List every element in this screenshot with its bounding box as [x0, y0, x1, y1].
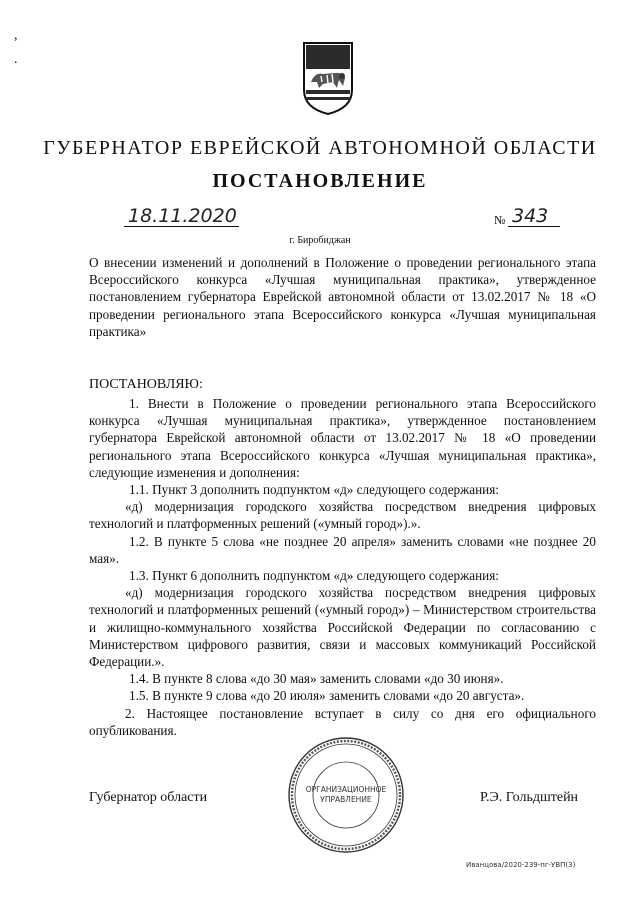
stamp-center-line1: ОРГАНИЗАЦИОННОЕ	[305, 785, 387, 794]
number-label: №	[494, 213, 506, 227]
date-underline	[124, 226, 239, 227]
footer-code: Иванцова/2020-239-пг-УВП(3)	[466, 861, 576, 869]
signatory-name: Р.Э. Гольдштейн	[480, 790, 579, 805]
margin-mark: ,	[14, 28, 18, 43]
coat-of-arms-emblem	[301, 40, 355, 116]
decree-word: ПОСТАНОВЛЯЮ:	[89, 377, 203, 392]
margin-mark: .	[14, 52, 18, 67]
document-title	[89, 254, 596, 340]
number-underline	[508, 226, 560, 227]
paragraph-1: 1. Внести в Положение о проведении регионального этапа Всероссийского конкурса «Лучшая муниципальная практика», утвержденное постановлением губернатора Еврейской автономной области от 13.02.2017 № 18 «О проведении регионального этапа Всероссийского конкурса «Лучшая муниципальная практика», следующие изменения и дополнения:	[89, 396, 596, 480]
paragraph-1-4: 1.4. В пункте 8 слова «до 30 мая» заменить словами «до 30 июня».	[129, 671, 504, 687]
title-text: О внесении изменений и дополнений в Положение о проведении регионального этапа Всероссийского конкурса «Лучшая муниципальная практика», утвержденное постановлением губернатора Еврейской автономной области от 13.02.2017 № 18 «О проведении регионального этапа Всероссийского конкурса «Лучшая муниципальная практика»	[89, 255, 596, 339]
paragraph-2: 2. Настоящее постановление вступает в силу со дня его официального опубликования.	[89, 705, 596, 738]
paragraph-1-3: 1.3. Пункт 6 дополнить подпунктом «д» следующего содержания:	[129, 568, 499, 584]
official-stamp	[286, 735, 406, 855]
document-type-heading: ПОСТАНОВЛЕНИЕ	[212, 170, 428, 192]
document-number: 343	[512, 205, 549, 227]
document-date: 18.11.2020	[128, 205, 237, 227]
paragraph-1-3-text: «д) модернизация городского хозяйства посредством внедрения цифровых технологий и платформенных решений («умный город») – Министерством строительства и жилищно-коммунального хозяйства Российской Федерации по согласованию с Министерством цифрового развития, связи и массовых коммуникаций Российской Федерации.».	[89, 585, 596, 670]
paragraph-1-2: 1.2. В пункте 5 слова «не позднее 20 апреля» заменить словами «не позднее 20 мая».	[89, 533, 596, 566]
document-body	[89, 395, 596, 739]
authority-heading: ГУБЕРНАТОР ЕВРЕЙСКОЙ АВТОНОМНОЙ ОБЛАСТИ	[43, 137, 597, 159]
stamp-center-line2: УПРАВЛЕНИЕ	[320, 795, 372, 804]
paragraph-1-1-text: «д) модернизация городского хозяйства посредством внедрения цифровых технологий и платформенных решений («умный город»).».	[89, 499, 596, 532]
paragraph-1-5: 1.5. В пункте 9 слова «до 20 июля» заменить словами «до 20 августа».	[129, 688, 525, 704]
city-label: г. Биробиджан	[289, 235, 351, 246]
signatory-position: Губернатор области	[89, 790, 208, 805]
paragraph-1-1: 1.1. Пункт 3 дополнить подпунктом «д» следующего содержания:	[129, 482, 499, 498]
